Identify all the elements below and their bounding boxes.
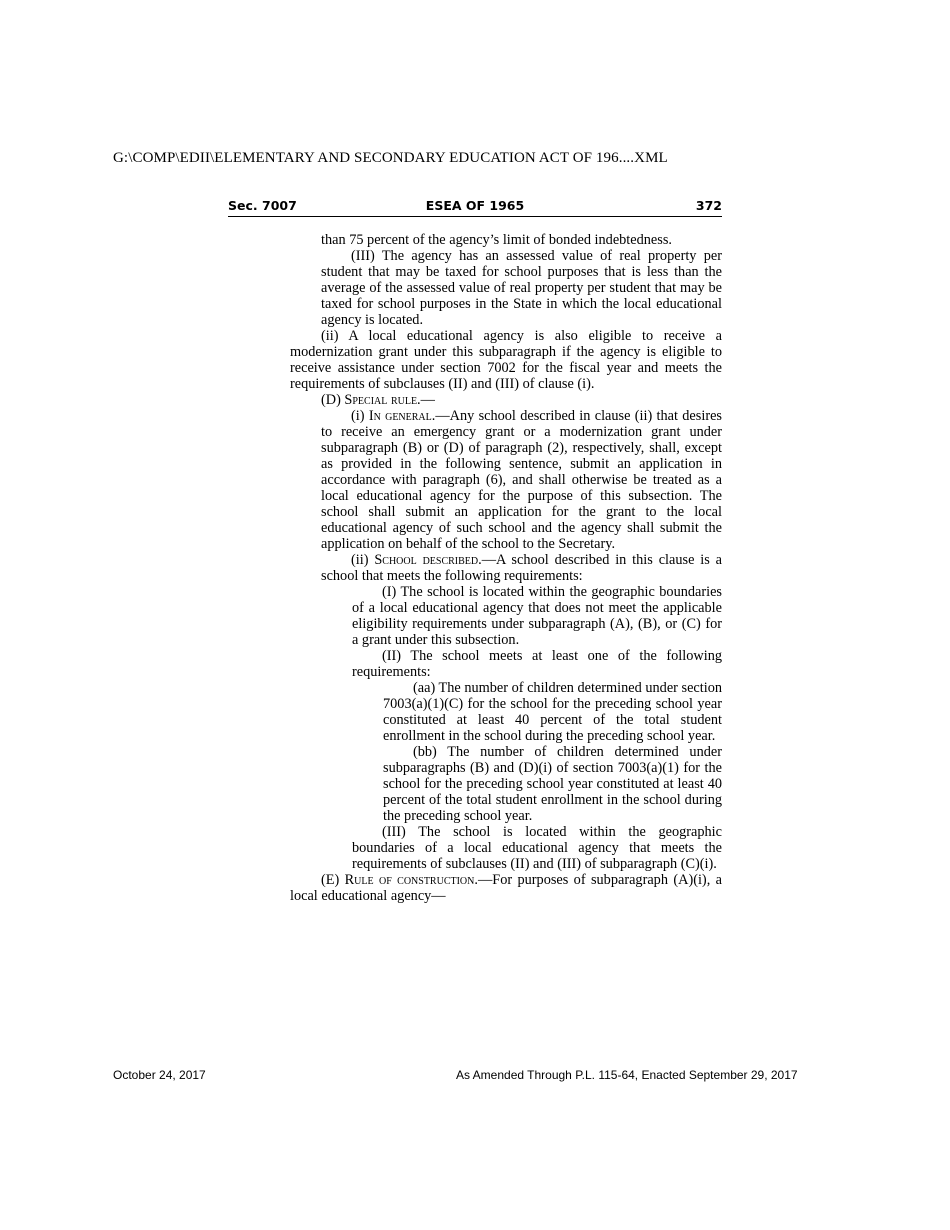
paragraph-text: —For purposes of subparagraph (A)(i), a local educational agency— (290, 872, 722, 904)
paragraph (290, 872, 722, 904)
paragraph-text: (ii) A local educational agency is also eligible to receive a modernization grant under this subparagraph if the agency is eligible to receive assistance under section 7002 for the fiscal year and meets the requirements of subclauses (II) and (III) of clause (i). (290, 328, 722, 392)
paragraph-text: (III) The agency has an assessed value of real property per student that may be taxed for school purposes that is less than the average of the assessed value of real property per student that may be taxed for school purposes in the State in which the local educational agency is located. (321, 248, 722, 328)
body-text (290, 232, 722, 904)
footer-date: October 24, 2017 (113, 1068, 206, 1082)
paragraph-lead: (D) (321, 392, 345, 408)
paragraph-text: than 75 percent of the agency’s limit of bonded indebtedness. (321, 232, 672, 248)
paragraph-lead: (i) (351, 408, 369, 424)
paragraph-lead: (ii) (351, 552, 375, 568)
paragraph (383, 744, 722, 824)
act-title: ESEA OF 1965 (425, 198, 525, 213)
paragraph-text: (bb) The number of children determined under subparagraphs (B) and (D)(i) of section 7003(a)(1) for the school for the preceding school year constituted at least 40 percent of the total student enrollment in the school during the preceding school year. (383, 744, 722, 824)
paragraph-heading: School described. (374, 552, 482, 568)
file-path: G:\COMP\EDII\ELEMENTARY AND SECONDARY EDUCATION ACT OF 196....XML (113, 150, 668, 166)
paragraph-text: (III) The school is located within the geographic boundaries of a local educational agency that meets the requirements of subclauses (II) and (III) of subparagraph (C)(i). (352, 824, 722, 872)
paragraph (352, 824, 722, 872)
paragraph-heading: Rule of construction. (344, 872, 478, 888)
page-number: 372 (695, 198, 722, 213)
paragraph-text: (aa) The number of children determined under section 7003(a)(1)(C) for the school for the preceding school year constituted at least 40 percent of the total student enrollment in the school during the preceding school year. (383, 680, 722, 744)
paragraph (321, 232, 722, 248)
footer-amended: As Amended Through P.L. 115-64, Enacted September 29, 2017 (456, 1068, 798, 1082)
paragraph (321, 552, 722, 584)
paragraph (321, 408, 722, 552)
section-number: Sec. 7007 (228, 198, 297, 213)
paragraph (352, 584, 722, 648)
paragraph-text: —A school described in this clause is a school that meets the following requirements: (321, 552, 723, 584)
paragraph-text: —Any school described in clause (ii) that desires to receive an emergency grant or a modernization grant under subparagraph (B) or (D) of paragraph (2), respectively, shall, except as provided in the following sentence, submit an application in accordance with paragraph (6), and shall otherwise be treated as a local educational agency for the purpose of this subsection. The school shall submit an application for the grant to the local educational agency of such school and the agency shall submit the application on behalf of the school to the Secretary. (321, 408, 722, 552)
paragraph-lead: (E) (321, 872, 345, 888)
paragraph (321, 248, 722, 328)
paragraph-text: (I) The school is located within the geographic boundaries of a local educational agency that does not meet the applicable eligibility requirements under subparagraph (A), (B), or (C) for a grant under this subsection. (352, 584, 722, 648)
paragraph (290, 392, 722, 408)
paragraph (383, 680, 722, 744)
running-header (228, 198, 722, 217)
paragraph (290, 328, 722, 392)
paragraph-heading: Special rule.— (344, 392, 435, 408)
paragraph-text: (II) The school meets at least one of the following requirements: (352, 648, 722, 680)
paragraph (352, 648, 722, 680)
paragraph-heading: In general. (368, 408, 436, 424)
